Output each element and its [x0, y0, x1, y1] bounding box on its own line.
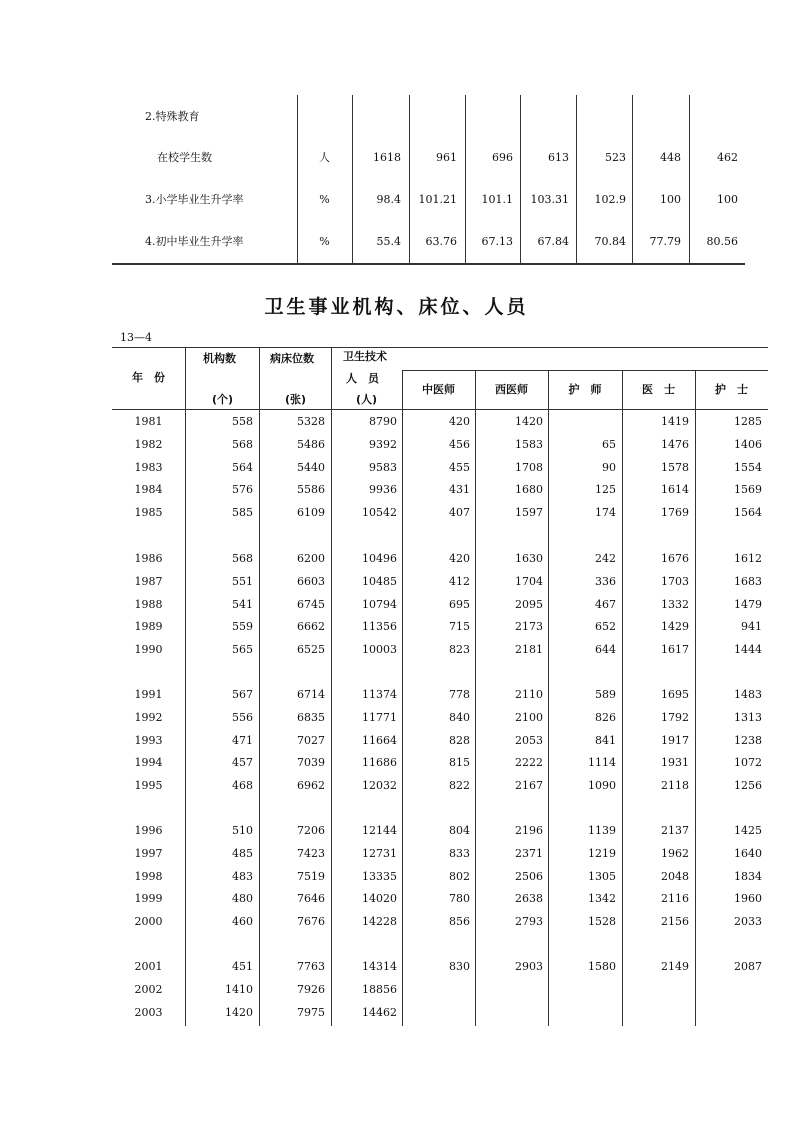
table-cell: 6200: [297, 552, 325, 565]
top-row-cell: 696: [492, 151, 513, 164]
table-cell: 1420: [515, 415, 543, 428]
table-cell: 541: [232, 598, 253, 611]
table-cell: 480: [232, 892, 253, 905]
year-cell: 1986: [134, 552, 163, 565]
table-cell: 1704: [515, 575, 543, 588]
table-cell: 2087: [734, 960, 762, 973]
table-cell: 456: [449, 438, 470, 451]
table-cell: 2033: [734, 915, 762, 928]
table-cell: 941: [741, 620, 762, 633]
table-cell: 1680: [515, 483, 543, 496]
table-cell: 12032: [362, 779, 397, 792]
table-cell: 695: [449, 598, 470, 611]
year-cell: 1987: [134, 575, 163, 588]
table-cell: 1564: [734, 506, 762, 519]
table-cell: 7975: [297, 1006, 325, 1019]
table-cell: 10485: [362, 575, 397, 588]
table-cell: 6109: [297, 506, 325, 519]
table-cell: 5586: [297, 483, 325, 496]
table-cell: 6962: [297, 779, 325, 792]
table-cell: 2638: [515, 892, 543, 905]
table-cell: 7039: [297, 756, 325, 769]
table-cell: 568: [232, 438, 253, 451]
table-cell: 174: [595, 506, 616, 519]
table-cell: 2903: [515, 960, 543, 973]
table-cell: 420: [449, 552, 470, 565]
header-beds: 病床位数: [270, 352, 314, 365]
table-cell: 1630: [515, 552, 543, 565]
table-cell: 7206: [297, 824, 325, 837]
table-cell: 7926: [297, 983, 325, 996]
top-row-cell: 55.4: [376, 235, 401, 248]
top-row-label: 2.特殊教育: [145, 110, 200, 123]
table-cell: 585: [232, 506, 253, 519]
page-title: 卫生事业机构、床位、人员: [264, 296, 529, 318]
table-cell: 14228: [362, 915, 397, 928]
table-cell: 1419: [661, 415, 689, 428]
year-cell: 2002: [134, 983, 163, 996]
table-cell: 2506: [515, 870, 543, 883]
table-cell: 1708: [515, 461, 543, 474]
table-cell: 10003: [362, 643, 397, 656]
table-cell: 840: [449, 711, 470, 724]
year-cell: 2001: [134, 960, 163, 973]
table-cell: 2222: [515, 756, 543, 769]
top-row-cell: 63.76: [425, 235, 457, 248]
table-cell: 1256: [734, 779, 762, 792]
table-cell: 1305: [588, 870, 616, 883]
table-cell: 2793: [515, 915, 543, 928]
table-cell: 13335: [362, 870, 397, 883]
table-cell: 7027: [297, 734, 325, 747]
year-cell: 2000: [134, 915, 163, 928]
table-cell: 1090: [588, 779, 616, 792]
table-cell: 1597: [515, 506, 543, 519]
table-cell: 1483: [734, 688, 762, 701]
table-cell: 780: [449, 892, 470, 905]
top-row-cell: 448: [660, 151, 681, 164]
year-cell: 2003: [134, 1006, 163, 1019]
table-cell: 65: [602, 438, 616, 451]
table-cell: 1554: [734, 461, 762, 474]
table-cell: 652: [595, 620, 616, 633]
table-cell: 11686: [362, 756, 397, 769]
table-cell: 2149: [661, 960, 689, 973]
top-row-cell: 100: [717, 193, 738, 206]
header-institutions: 机构数: [203, 352, 236, 365]
table-cell: 1695: [661, 688, 689, 701]
table-cell: 1429: [661, 620, 689, 633]
header-tech-staff: 卫生技术: [343, 350, 387, 363]
year-cell: 1998: [134, 870, 163, 883]
top-row-cell: 101.1: [481, 193, 513, 206]
table-cell: 90: [602, 461, 616, 474]
table-cell: 558: [232, 415, 253, 428]
table-cell: 1614: [661, 483, 689, 496]
table-cell: 551: [232, 575, 253, 588]
table-cell: 2053: [515, 734, 543, 747]
top-row-label: 4.初中毕业生升学率: [145, 235, 244, 248]
table-cell: 1583: [515, 438, 543, 451]
table-cell: 2116: [661, 892, 689, 905]
table-cell: 483: [232, 870, 253, 883]
table-cell: 5486: [297, 438, 325, 451]
table-cell: 2173: [515, 620, 543, 633]
top-row-label: 在校学生数: [157, 151, 212, 164]
table-cell: 1114: [588, 756, 616, 769]
table-cell: 7646: [297, 892, 325, 905]
table-cell: 6835: [297, 711, 325, 724]
table-cell: 12144: [362, 824, 397, 837]
table-cell: 1769: [661, 506, 689, 519]
table-cell: 1420: [225, 1006, 253, 1019]
header-western-doctors: 西医师: [495, 383, 528, 396]
table-cell: 833: [449, 847, 470, 860]
table-cell: 2137: [661, 824, 689, 837]
table-cell: 9936: [369, 483, 397, 496]
table-cell: 1792: [661, 711, 689, 724]
table-cell: 455: [449, 461, 470, 474]
table-cell: 336: [595, 575, 616, 588]
top-row-cell: 100: [660, 193, 681, 206]
header-tech-staff-mid: 人 员: [346, 372, 379, 385]
year-cell: 1995: [134, 779, 163, 792]
table-cell: 2110: [515, 688, 543, 701]
table-cell: 11664: [362, 734, 397, 747]
table-cell: 471: [232, 734, 253, 747]
table-cell: 2196: [515, 824, 543, 837]
table-cell: 1834: [734, 870, 762, 883]
table-cell: 18856: [362, 983, 397, 996]
table-code: 13—4: [120, 331, 152, 344]
year-cell: 1999: [134, 892, 163, 905]
header-senior-nurses: 护 师: [568, 383, 602, 396]
top-row-cell: 523: [605, 151, 626, 164]
table-cell: 1410: [225, 983, 253, 996]
table-cell: 7676: [297, 915, 325, 928]
year-cell: 1984: [134, 483, 163, 496]
top-row-unit: %: [319, 193, 330, 206]
table-cell: 1444: [734, 643, 762, 656]
table-cell: 1612: [734, 552, 762, 565]
table-cell: 2095: [515, 598, 543, 611]
table-cell: 565: [232, 643, 253, 656]
table-cell: 1640: [734, 847, 762, 860]
table-cell: 457: [232, 756, 253, 769]
table-cell: 1072: [734, 756, 762, 769]
top-row-cell: 961: [436, 151, 457, 164]
table-cell: 1285: [734, 415, 762, 428]
table-cell: 822: [449, 779, 470, 792]
table-cell: 242: [595, 552, 616, 565]
top-row-cell: 67.84: [537, 235, 569, 248]
table-cell: 14462: [362, 1006, 397, 1019]
table-cell: 14314: [362, 960, 397, 973]
top-row-unit: %: [319, 235, 330, 248]
table-cell: 1476: [661, 438, 689, 451]
table-cell: 1569: [734, 483, 762, 496]
year-cell: 1983: [134, 461, 163, 474]
table-cell: 1580: [588, 960, 616, 973]
table-cell: 420: [449, 415, 470, 428]
table-cell: 1342: [588, 892, 616, 905]
table-cell: 6525: [297, 643, 325, 656]
table-cell: 559: [232, 620, 253, 633]
top-row-cell: 80.56: [706, 235, 738, 248]
table-cell: 1676: [661, 552, 689, 565]
table-cell: 1703: [661, 575, 689, 588]
table-cell: 1917: [661, 734, 689, 747]
table-cell: 778: [449, 688, 470, 701]
header-assistant-doctors: 医 士: [642, 383, 675, 396]
table-cell: 1313: [734, 711, 762, 724]
table-cell: 460: [232, 915, 253, 928]
table-cell: 10496: [362, 552, 397, 565]
year-cell: 1988: [134, 598, 163, 611]
table-cell: 1578: [661, 461, 689, 474]
table-cell: 11374: [362, 688, 397, 701]
year-cell: 1989: [134, 620, 163, 633]
table-cell: 2181: [515, 643, 543, 656]
table-cell: 2371: [515, 847, 543, 860]
table-cell: 10542: [362, 506, 397, 519]
table-cell: 467: [595, 598, 616, 611]
table-cell: 125: [595, 483, 616, 496]
table-cell: 5440: [297, 461, 325, 474]
table-cell: 2118: [661, 779, 689, 792]
year-cell: 1991: [134, 688, 163, 701]
top-row-cell: 77.79: [649, 235, 681, 248]
table-cell: 431: [449, 483, 470, 496]
table-cell: 589: [595, 688, 616, 701]
table-cell: 451: [232, 960, 253, 973]
year-cell: 1994: [134, 756, 163, 769]
year-cell: 1982: [134, 438, 163, 451]
table-cell: 1406: [734, 438, 762, 451]
table-cell: 11771: [362, 711, 397, 724]
header-chinese-doctors: 中医师: [422, 383, 455, 396]
table-cell: 7519: [297, 870, 325, 883]
table-cell: 564: [232, 461, 253, 474]
table-cell: 1425: [734, 824, 762, 837]
table-cell: 468: [232, 779, 253, 792]
table-cell: 14020: [362, 892, 397, 905]
top-row-cell: 1618: [373, 151, 401, 164]
table-cell: 1479: [734, 598, 762, 611]
table-cell: 830: [449, 960, 470, 973]
header-beds-unit: (张): [285, 393, 307, 406]
table-cell: 556: [232, 711, 253, 724]
table-cell: 815: [449, 756, 470, 769]
table-cell: 826: [595, 711, 616, 724]
top-row-cell: 103.31: [530, 193, 569, 206]
table-cell: 841: [595, 734, 616, 747]
table-cell: 568: [232, 552, 253, 565]
year-cell: 1996: [134, 824, 163, 837]
table-cell: 1931: [661, 756, 689, 769]
top-row-unit: 人: [319, 151, 330, 164]
table-cell: 2167: [515, 779, 543, 792]
table-cell: 823: [449, 643, 470, 656]
year-cell: 1992: [134, 711, 163, 724]
table-cell: 6603: [297, 575, 325, 588]
table-cell: 576: [232, 483, 253, 496]
top-row-cell: 462: [717, 151, 738, 164]
top-row-cell: 102.9: [594, 193, 626, 206]
year-cell: 1985: [134, 506, 163, 519]
table-cell: 1528: [588, 915, 616, 928]
table-cell: 6745: [297, 598, 325, 611]
table-cell: 1683: [734, 575, 762, 588]
table-cell: 1962: [661, 847, 689, 860]
table-cell: 412: [449, 575, 470, 588]
table-cell: 11356: [362, 620, 397, 633]
top-row-label: 3.小学毕业生升学率: [145, 193, 244, 206]
table-cell: 1139: [588, 824, 616, 837]
table-cell: 2156: [661, 915, 689, 928]
table-cell: 9583: [369, 461, 397, 474]
table-cell: 510: [232, 824, 253, 837]
table-cell: 1332: [661, 598, 689, 611]
table-cell: 644: [595, 643, 616, 656]
header-nurses: 护 士: [715, 383, 748, 396]
header-year: 年 份: [132, 371, 165, 384]
table-cell: 828: [449, 734, 470, 747]
table-cell: 1617: [661, 643, 689, 656]
table-cell: 407: [449, 506, 470, 519]
table-cell: 8790: [369, 415, 397, 428]
top-row-cell: 613: [548, 151, 569, 164]
top-row-cell: 101.21: [418, 193, 457, 206]
table-cell: 7423: [297, 847, 325, 860]
table-cell: 6714: [297, 688, 325, 701]
year-cell: 1981: [134, 415, 163, 428]
top-row-cell: 98.4: [376, 193, 401, 206]
header-tech-staff-unit: (人): [356, 393, 378, 406]
table-cell: 2100: [515, 711, 543, 724]
table-cell: 7763: [297, 960, 325, 973]
top-row-cell: 70.84: [594, 235, 626, 248]
year-cell: 1990: [134, 643, 163, 656]
table-cell: 5328: [297, 415, 325, 428]
table-cell: 12731: [362, 847, 397, 860]
table-cell: 567: [232, 688, 253, 701]
header-institutions-unit: (个): [212, 393, 234, 406]
table-cell: 485: [232, 847, 253, 860]
table-cell: 715: [449, 620, 470, 633]
table-cell: 9392: [369, 438, 397, 451]
table-cell: 2048: [661, 870, 689, 883]
year-cell: 1993: [134, 734, 163, 747]
table-cell: 856: [449, 915, 470, 928]
table-cell: 10794: [362, 598, 397, 611]
top-row-cell: 67.13: [481, 235, 513, 248]
table-cell: 1960: [734, 892, 762, 905]
table-cell: 6662: [297, 620, 325, 633]
table-cell: 1238: [734, 734, 762, 747]
table-cell: 802: [449, 870, 470, 883]
year-cell: 1997: [134, 847, 163, 860]
table-cell: 804: [449, 824, 470, 837]
table-cell: 1219: [588, 847, 616, 860]
